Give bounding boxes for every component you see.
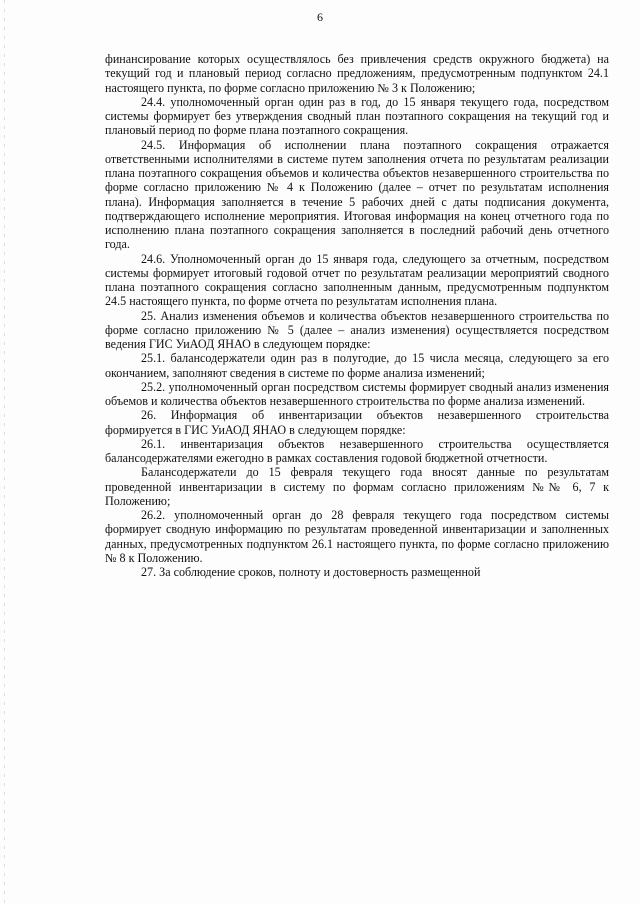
paragraph-continuation: финансирование которых осуществлялось без привлечения средств окружного бюджета) на текущий год и плановый период согласно предложениям, предусмотренным подпунктом 24.1 настоящего пункта, по форме согласно приложению № 3 к Положению; [105, 52, 609, 95]
paragraph-24-6: 24.6. Уполномоченный орган до 15 января года, следующего за отчетным, посредством системы формирует итоговый годовой отчет по результатам реализации мероприятий сводного плана поэтапного сокращения согласно заполненным данным, предусмотренным подпунктом 24.5 настоящего пункта, по форме отчета по результатам исполнения плана. [105, 251, 609, 309]
paragraph-24-5: 24.5. Информация об исполнении плана поэтапного сокращения отражается ответственными исполнителями в системе путем заполнения отчета по результатам реализации плана поэтапного сокращения объемов и количества объектов незавершенного строительства по форме согласно приложению № 4 к Положению (далее – отчет по результатам исполнения плана). Информация заполняется в течение 5 рабочих дней с даты подписания документа, подтверждающего исполнение мероприятия. Итоговая информация на конец отчетного года по исполнению плана поэтапного сокращения заполняется в последний рабочий день отчетного года. [105, 137, 609, 252]
scan-edge-artifact [4, 0, 5, 905]
paragraph-26-1: 26.1. инвентаризация объектов незавершенного строительства осуществляется балансодержателями ежегодно в рамках составления годовой бюджетной отчетности. [105, 436, 609, 465]
paragraph-25-2: 25.2. уполномоченный орган посредством системы формирует сводный анализ изменения объемов и количества объектов незавершенного строительства по форме анализа изменений. [105, 379, 609, 408]
document-body [105, 52, 609, 579]
paragraph-25: 25. Анализ изменения объемов и количества объектов незавершенного строительства по форме согласно приложению № 5 (далее – анализ изменения) осуществляется посредством ведения ГИС УиАОД ЯНАО в следующем порядке: [105, 308, 609, 351]
paragraph-27: 27. За соблюдение сроков, полноту и достоверность размещенной [141, 565, 481, 579]
paragraph-24-4: 24.4. уполномоченный орган один раз в год, до 15 января текущего года, посредством системы формирует без утверждения сводный план поэтапного сокращения на текущий год и плановый период по форме плана поэтапного сокращения. [105, 94, 609, 138]
paragraph-26: 26. Информация об инвентаризации объектов незавершенного строительства формируется в ГИС УиАОД ЯНАО в следующем порядке: [105, 408, 609, 437]
paragraph-26-1-cont: Балансодержатели до 15 февраля текущего года вносят данные по результатам проведенной инвентаризации в систему по формам согласно приложениям №№ 6, 7 к Положению; [105, 465, 609, 508]
page-number: 6 [317, 10, 323, 24]
paragraph-26-2: 26.2. уполномоченный орган до 28 февраля текущего года посредством системы формирует сводную информацию по результатам проведенной инвентаризации и заполненных данных, предусмотренных подпунктом 26.1 настоящего пункта, по форме согласно приложению № 8 к Положению. [105, 508, 609, 565]
paragraph-25-1: 25.1. балансодержатели один раз в полугодие, до 15 числа месяца, следующего за его окончанием, заполняют сведения в системе по форме анализа изменений; [105, 351, 609, 380]
